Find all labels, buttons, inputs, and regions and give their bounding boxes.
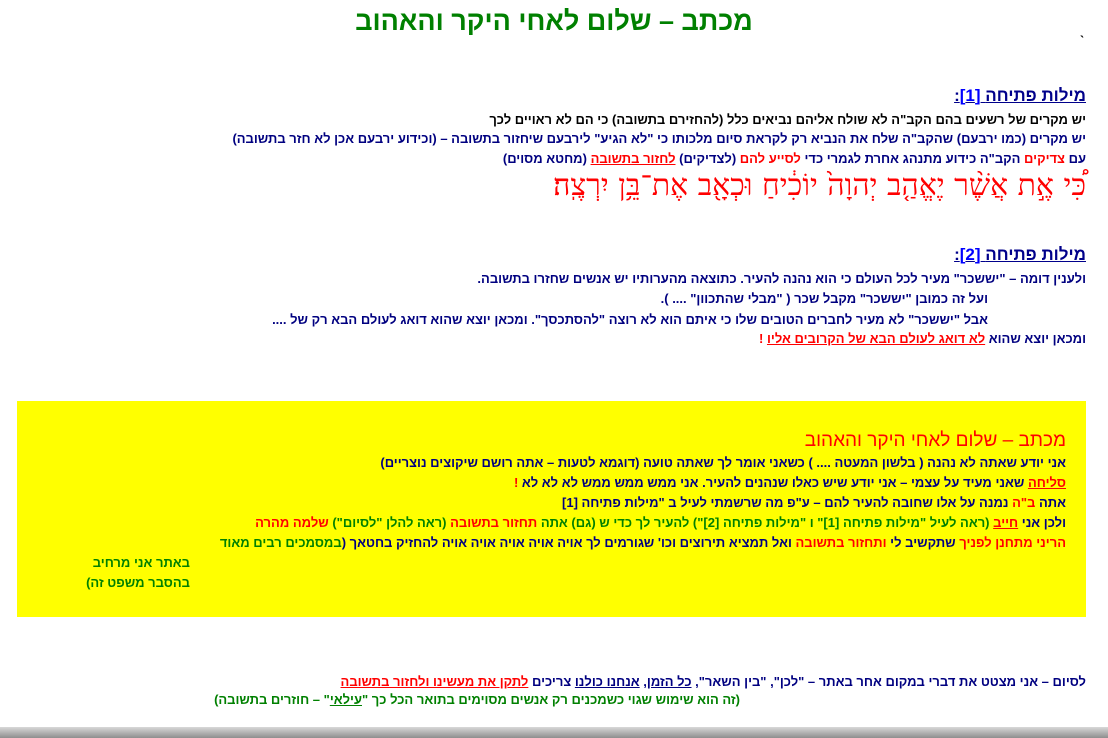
page-title: מכתב – שלום לאחי היקר והאהוב [355, 6, 753, 36]
text-span: לסייע להם [739, 151, 801, 166]
text-span: שתקשיב לי [886, 535, 960, 550]
text-span: (ראה לעיל "מילות פתיחה [1]" ו "מילות פתיחה [2]") להעיר לך כדי ש (גם) אתה [537, 515, 994, 530]
window-bottom-edge [0, 727, 1108, 738]
heading-colon: : [954, 86, 960, 105]
bible-verse: כִּ֠י אֶ֣ת אֲשֶׁ֨ר יֶאֱהַ֤ב יְהוָה֙ יוֹכִ֔יחַ וּכְאָ֖ב אֶת־בֵּ֥ן יִרְצֶֽה׃ [553, 168, 1086, 203]
text-span: חייב [993, 515, 1019, 530]
letter-line-6: באתר אני מרחיב [92, 555, 190, 570]
text-span: לסיום – אני מצטט את דברי במקום אחר באתר – "לכן", "בין השאר", [691, 674, 1086, 689]
text-span: צריכים [528, 674, 575, 689]
text-span: שלמה מהרה [255, 515, 329, 530]
text-span: " – חוזרים בתשובה) [214, 692, 330, 707]
text-span: לא דואג לעולם הבא של הקרובים אליו [766, 331, 986, 346]
text-cursor-icon: ˎ [1080, 22, 1085, 38]
letter-line-4 [255, 513, 1066, 533]
text-span: תחזור בתשובה [450, 515, 538, 530]
text-span: (זה הוא שימוש שגוי כשמכנים רק אנשים מסוימים בתואר הכל כך " [362, 692, 740, 707]
text-span: שאני מעיד על עצמי – אני יודע שיש כאלו שנהנים להעיר. אני ממש ממש ממש לא לא לא [518, 475, 1028, 490]
section1-line-1 [489, 111, 1086, 128]
text-span: (ראה להלן "לסיום") [328, 515, 451, 530]
text-span: יש מקרים של רשעים בהם הקב"ה לא שולח אליהם נביאים כלל (להחזירם בתשובה) כי הם [571, 112, 1086, 127]
text-span: במסמכים רבים מאוד [219, 535, 342, 550]
opening-words-1-heading [954, 86, 1086, 106]
section2-line-4 [759, 330, 1086, 347]
section2-line-1: ולענין דומה – "יששכר" מעיר לכל העולם כי הוא נהנה להעיר. כתוצאה מהערותיו יש אנשים שחזרו בתשובה. [477, 271, 1086, 286]
text-span: לא ראויים לכך [489, 112, 572, 127]
section1-line-2: יש מקרים (כמו ירבעם) שהקב"ה שלח את הנביא רק לקראת סיום מלכותו כי "לא הגיע" לירבעם שיחזור בתשובה – (וכידוע ירבעם אכן לא חזר בתשובה) [232, 131, 1086, 146]
text-span: (לצדיקים) [675, 151, 740, 166]
text-span: אנחנו כולנו [574, 674, 640, 689]
closing-line-1 [341, 673, 1086, 690]
letter-line-7: בהסבר משפט זה) [86, 575, 190, 590]
text-span: ב"ה [1012, 495, 1036, 510]
text-span: נמנה על אלו שחובה להעיר להם – ע"פ מה שרשמתי לעיל ב "מילות פתיחה [1] [561, 495, 1013, 510]
text-span: הריני מתחנן לפניך [959, 535, 1066, 550]
heading-colon: : [954, 245, 960, 264]
text-span: ואל תמציא תירוצים וכו' שגורמים לך אויה אויה אויה אויה אויה להחזיק בחטאך ( [341, 535, 796, 550]
section1-line-3 [503, 150, 1086, 167]
text-span: צדיקים [1024, 151, 1065, 166]
text-span: לתקן את מעשינו ולחזור בתשובה [340, 674, 529, 689]
footnote-ref-1[interactable]: [1] [959, 86, 981, 105]
text-span: אתה [1035, 495, 1066, 510]
text-span: לחזור בתשובה [590, 151, 676, 166]
text-span: ! [513, 475, 519, 490]
text-span: , [639, 674, 647, 689]
letter-line-2 [514, 473, 1066, 493]
text-span: עילאי [329, 692, 362, 707]
text-span: הקב"ה כידוע מתנהג אחרת לגמרי כדי [800, 151, 1025, 166]
text-span: ולכן אני [1018, 515, 1066, 530]
letter-line-3 [562, 493, 1066, 513]
section2-line-3: אבל "יששכר" לא מעיר לחברים הטובים שלו כי איתם הוא לא רוצה "להסתכסך". ומכאן יוצא שהוא דואג לעולם הבא רק של .... [272, 312, 988, 327]
text-span: ומכאן יוצא שהוא [985, 331, 1086, 346]
text-span: סליחה [1027, 475, 1066, 490]
text-span: ! [759, 331, 767, 346]
letter-line-1: אני יודע שאתה לא נהנה ( בלשון המעטה .... ) כשאני אומר לך שאתה טועה (דוגמא לטעות – אתה רושם שיקוצים נוצריים) [380, 455, 1066, 470]
text-span: (מחטא מסוים) [502, 151, 591, 166]
closing-line-2 [214, 691, 740, 708]
heading-label: מילות פתיחה [985, 245, 1086, 264]
text-span: כל הזמן [646, 674, 692, 689]
heading-label: מילות פתיחה [985, 86, 1086, 105]
text-span: ותחזור בתשובה [795, 535, 887, 550]
letter-title: מכתב – שלום לאחי היקר והאהוב [804, 430, 1066, 451]
footnote-ref-2[interactable]: [2] [959, 245, 981, 264]
section2-line-2: ועל זה כמובן "יששכר" מקבל שכר ( "מבלי שהתכוון" .... ). [660, 291, 988, 306]
text-span: עם [1064, 151, 1086, 166]
opening-words-2-heading [954, 245, 1086, 265]
letter-line-5 [220, 533, 1066, 553]
